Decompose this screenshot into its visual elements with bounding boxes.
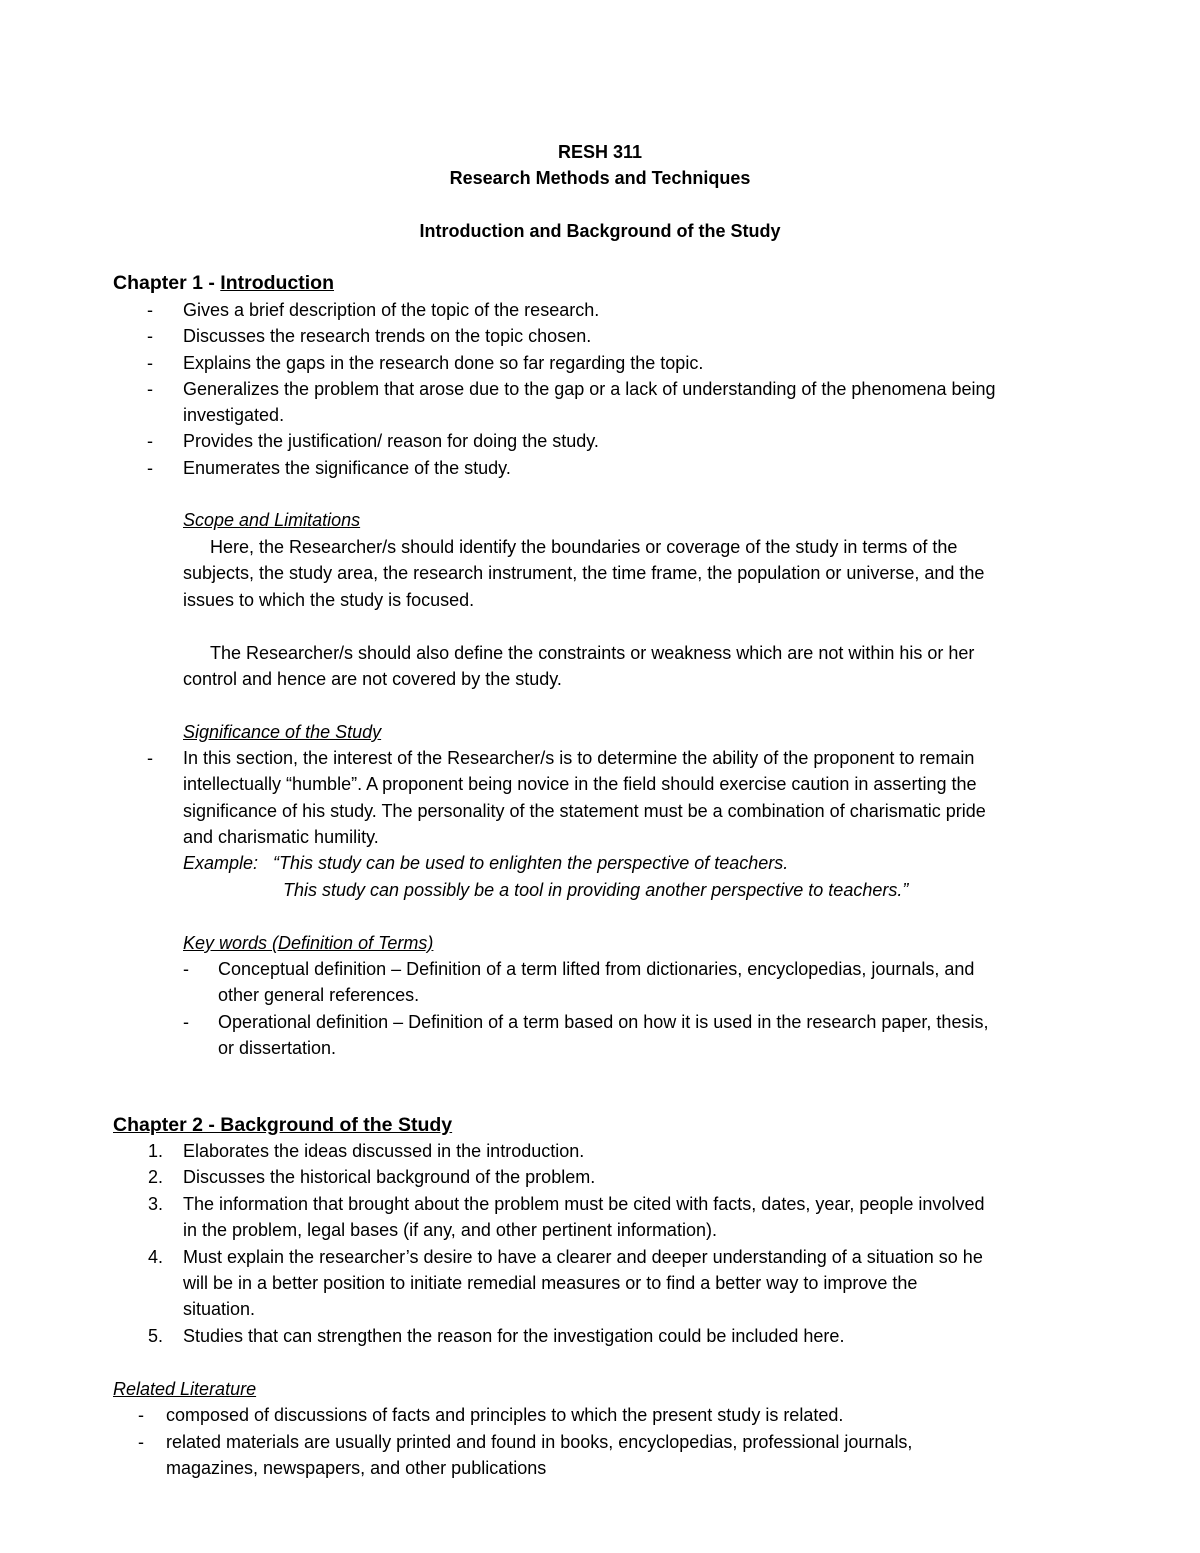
chapter2-item: Must explain the researcher’s desire to have a clearer and deeper understanding of a situation so he [183,1247,983,1267]
chapter2-item-continuation: situation. [183,1299,256,1319]
chapter1-bullet: Enumerates the significance of the study. [183,458,511,478]
list-number: 5. [148,1326,164,1346]
chapter1-bullet: Generalizes the problem that arose due to the gap or a lack of understanding of the phenomena being [183,379,996,399]
bullet-dash: - [147,458,153,478]
significance-line: In this section, the interest of the Researcher/s is to determine the ability of the proponent to remain [183,748,975,768]
chapter2-item: The information that brought about the problem must be cited with facts, dates, year, people involved [183,1194,985,1214]
chapter2-item-continuation: in the problem, legal bases (if any, and other pertinent information). [183,1220,717,1240]
bullet-dash: - [147,748,153,768]
bullet-dash: - [138,1405,144,1425]
chapter1-title: Introduction [220,272,335,294]
bullet-dash: - [183,959,189,979]
bullet-dash: - [147,431,153,451]
list-number: 2. [148,1167,164,1187]
example-quote-line: This study can possibly be a tool in providing another perspective to teachers.” [283,880,909,900]
significance-line: intellectually “humble”. A proponent being novice in the field should exercise caution in asserting the [183,774,977,794]
list-number: 1. [148,1141,164,1161]
list-number: 3. [148,1194,164,1214]
bullet-dash: - [147,353,153,373]
bullet-dash: - [138,1432,144,1452]
chapter2-item: Studies that can strengthen the reason for the investigation could be included here. [183,1326,845,1346]
keyword-item-continuation: or dissertation. [218,1038,337,1058]
chapter1-bullet: Provides the justification/ reason for doing the study. [183,431,599,451]
course-code: RESH 311 [557,142,643,162]
bullet-dash: - [147,326,153,346]
chapter1-heading [113,270,334,296]
list-number: 4. [148,1247,164,1267]
bullet-dash: - [147,379,153,399]
related-item: related materials are usually printed and found in books, encyclopedias, professional journals, [166,1432,913,1452]
keyword-item-continuation: other general references. [218,985,420,1005]
chapter1-bullet: Discusses the research trends on the topic chosen. [183,326,592,346]
example-quote-line: “This study can be used to enlighten the perspective of teachers. [273,853,789,873]
scope-paragraph-line: issues to which the study is focused. [183,590,475,610]
bullet-dash: - [183,1012,189,1032]
related-item-continuation: magazines, newspapers, and other publications [166,1458,547,1478]
scope-paragraph-line: control and hence are not covered by the study. [183,669,562,689]
scope-paragraph-line: Here, the Researcher/s should identify the boundaries or coverage of the study in terms of the [210,537,958,557]
related-item: composed of discussions of facts and principles to which the present study is related. [166,1405,844,1425]
chapter1-bullet-continuation: investigated. [183,405,285,425]
chapter2-heading: Chapter 2 - Background of the Study [113,1114,453,1136]
scope-paragraph-line: The Researcher/s should also define the constraints or weakness which are not within his or her [210,643,975,663]
significance-line: significance of his study. The personality of the statement must be a combination of charismatic pride [183,801,986,821]
scope-paragraph-line: subjects, the study area, the research instrument, the time frame, the population or universe, and the [183,563,985,583]
keywords-heading: Key words (Definition of Terms) [183,933,434,953]
chapter2-item: Elaborates the ideas discussed in the introduction. [183,1141,585,1161]
example-label: Example: [183,853,259,873]
document-title: Introduction and Background of the Study [419,221,781,241]
related-literature-heading: Related Literature [113,1379,257,1399]
chapter1-bullet: Explains the gaps in the research done so far regarding the topic. [183,353,704,373]
significance-line: and charismatic humility. [183,827,379,847]
chapter2-item: Discusses the historical background of the problem. [183,1167,596,1187]
chapter2-item-continuation: will be in a better position to initiate remedial measures or to find a better way to improve the [183,1273,918,1293]
bullet-dash: - [147,300,153,320]
keyword-item: Conceptual definition – Definition of a term lifted from dictionaries, encyclopedias, journals, and [218,959,975,979]
scope-heading: Scope and Limitations [183,510,361,530]
chapter1-prefix: Chapter 1 - [113,272,221,294]
significance-heading: Significance of the Study [183,722,382,742]
course-title: Research Methods and Techniques [449,168,751,188]
chapter1-bullet: Gives a brief description of the topic of the research. [183,300,600,320]
keyword-item: Operational definition – Definition of a term based on how it is used in the research paper, thesis, [218,1012,989,1032]
